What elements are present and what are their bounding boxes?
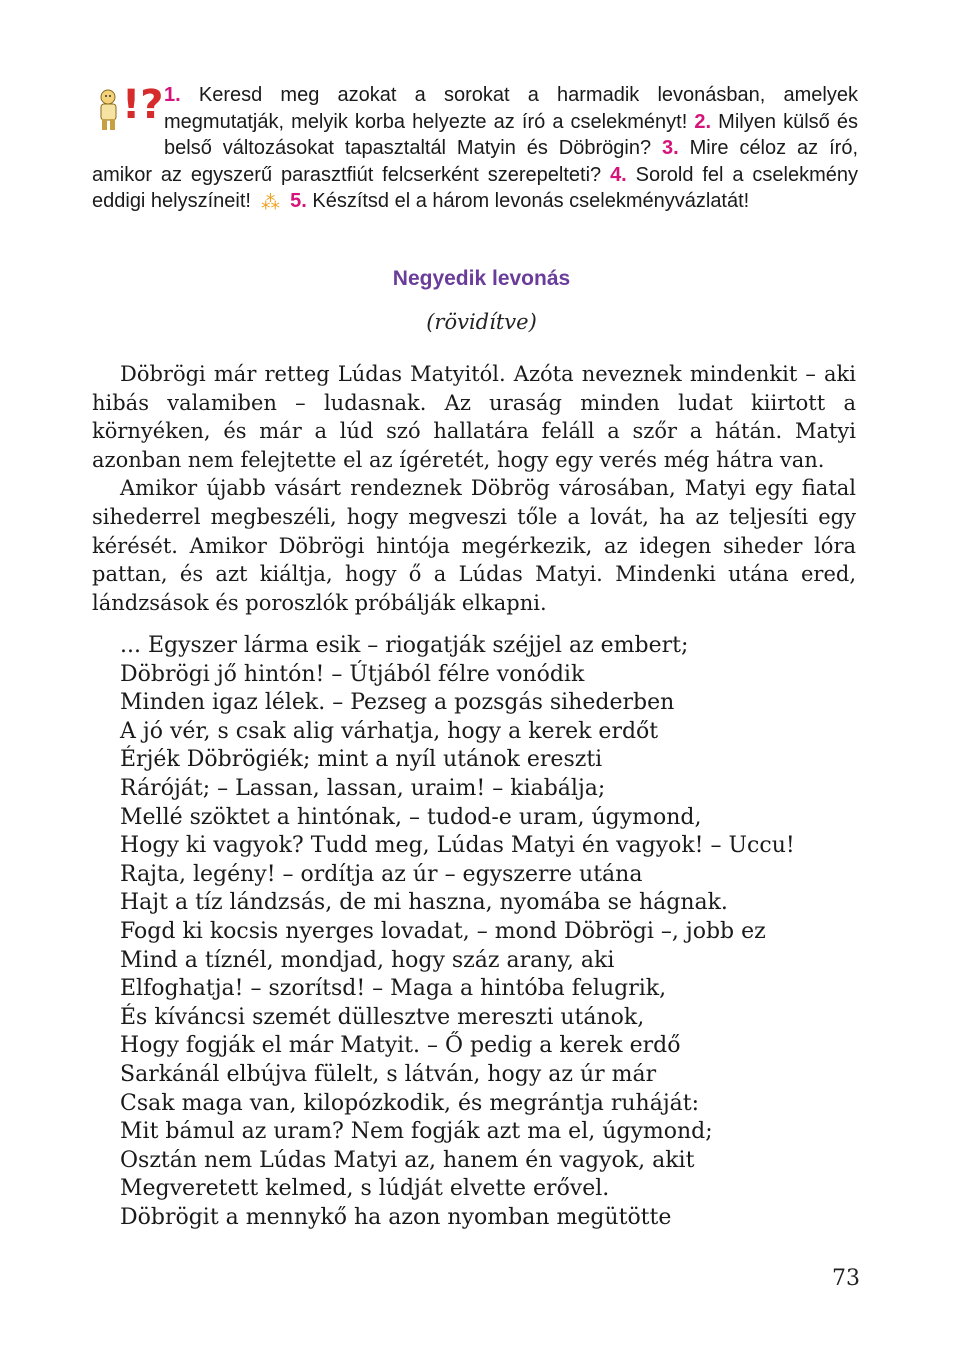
poem-line: És kíváncsi szemét düllesztve mereszti utánok,	[120, 1004, 645, 1030]
task-block	[92, 82, 858, 218]
poem-line: Hajt a tíz lándzsás, de mi haszna, nyomába se hágnak.	[120, 890, 728, 916]
poem-line: Fogd ki kocsis nyerges lovadat, – mond Döbrögi –, jobb ez	[120, 918, 766, 944]
poem-line: Hogy fogják el már Matyit. – Ő pedig a kerek erdő	[120, 1033, 681, 1059]
poem-line: Hogy ki vagyok? Tudd meg, Lúdas Matyi én vagyok! – Uccu!	[120, 833, 795, 859]
page-number: 73	[832, 1266, 860, 1291]
poem-line: Döbrögit a mennykő ha azon nyomban megütötte	[120, 1204, 672, 1230]
summary-prose	[92, 360, 856, 617]
poem-line: Sarkánál elbújva fülelt, s látván, hogy az úr már	[120, 1061, 657, 1087]
poem-line: Minden igaz lélek. – Pezseg a pozsgás sihederben	[120, 690, 675, 716]
poem-line: Mit bámul az uram? Nem fogják azt ma el, úgymond;	[120, 1119, 713, 1145]
poem-line: Ráróját; – Lassan, lassan, uraim! – kiabálja;	[120, 775, 606, 801]
star-icon: ⁂	[261, 193, 281, 215]
poem-line: Osztán nem Lúdas Matyi az, hanem én vagyok, akit	[120, 1147, 695, 1173]
task-5: 5. Készítsd el a három levonás cselekményvázlatát!	[290, 190, 750, 213]
poem-line: A jó vér, s csak alig várhatja, hogy a kerek erdőt	[120, 718, 659, 744]
poem-line: Rajta, legény! – ordítja az úr – egyszerre utána	[120, 861, 643, 887]
poem-line: Elfoghatja! – szorítsd! – Maga a hintóba felugrik,	[120, 976, 667, 1002]
poem-line: ... Egyszer lárma esik – riogatják széjjel az embert;	[120, 633, 689, 658]
poem-line: Megveretett kelmed, s lúdját elvette erővel.	[120, 1176, 610, 1202]
question-figure-icon	[92, 82, 164, 136]
prose-paragraph: Amikor újabb vásárt rendeznek Döbrög városában, Matyi egy fiatal sihederrel megbeszéli, hogy megveszi tőle a lovát, ha az teljesíti egy kérését. Amikor Döbrögi hintója megérkezik, az idegen siheder lóra pattan, és azt kiáltja, hogy ő a Lúdas Matyi. Mindenki utána ered, lándzsások és poroszlók próbálják elkapni.	[92, 476, 856, 615]
figure-icon	[96, 88, 124, 132]
task-4: 4. Sorold fel a cselekmény eddigi helyszíneit!	[92, 163, 858, 213]
poem-line: Mind a tíznél, mondjad, hogy száz arany, aki	[120, 947, 615, 973]
section-subtitle: (rövidítve)	[426, 310, 537, 334]
task-3: 3. Mire céloz az író, amikor az egyszerű parasztfiút felcserként szerepelteti?	[92, 137, 858, 186]
task-2: 2. Milyen külső és belső változásokat tapasztaltál Matyin és Döbrögin?	[164, 110, 858, 160]
poem-line: Csak maga van, kilopózkodik, és megrántja ruháját:	[120, 1090, 700, 1116]
poem-line: Döbrögi jő hintón! – Útjából félre vonódik	[120, 661, 585, 687]
section-title: Negyedik levonás	[392, 267, 571, 290]
prose-paragraph: Döbrögi már retteg Lúdas Matyitól. Azóta neveznek mindenkit – aki hibás valamiben – ludasnak. Az uraság minden ludat kiirtott a környéken, és már a lúd szó hallatára feláll a szőr a hátán. Matyi azonban nem felejtette el az ígéretét, hogy egy verés még hátra van.	[92, 362, 856, 472]
poem-line: Érjék Döbrögiék; mint a nyíl utánok ereszti	[120, 747, 603, 773]
poem-excerpt	[120, 632, 860, 1232]
question-mark-icon: !?	[122, 82, 164, 128]
task-1: 1. Keresd meg azokat a sorokat a harmadik levonásban, amelyek megmutatják, melyik korba helyezte az író a cselekményt!	[164, 84, 858, 133]
poem-line: Mellé szöktet a hintónak, – tudod-e uram, úgymond,	[120, 804, 702, 830]
